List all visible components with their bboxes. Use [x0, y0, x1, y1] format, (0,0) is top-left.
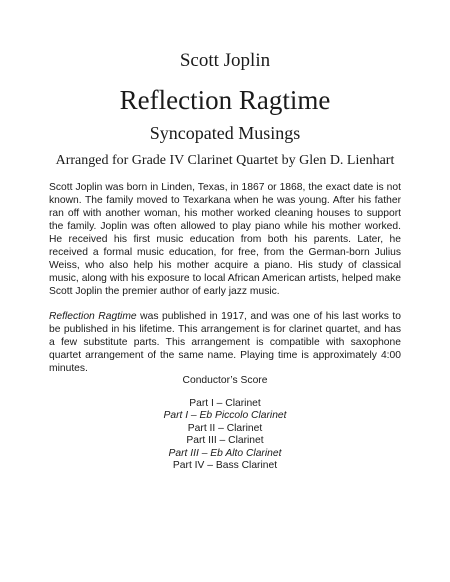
piece-subtitle: Syncopated Musings — [149, 123, 301, 143]
part-item: Part III – Clarinet — [186, 435, 264, 446]
part-item: Part II – Clarinet — [187, 422, 263, 434]
piece-title: Reflection Ragtime — [119, 85, 331, 115]
piece-description — [49, 310, 401, 375]
conductor-score-heading: Conductor’s Score — [182, 375, 268, 386]
part-item: Part IV – Bass Clarinet — [172, 460, 278, 471]
part-item-substitute: Part III – Eb Alto Clarinet — [168, 447, 282, 459]
arranger-line: Arranged for Grade IV Clarinet Quartet by Glen D. Lienhart — [55, 153, 395, 168]
piece-description-text: was published in 1917, and was one of his last works to be published in his lifetime. This arrangement is for clarinet quartet, and has a few substitute parts. This arrangement is compatible with saxophone quartet arrangement of the same name. Playing time is approximately 4:00 minutes. — [49, 311, 401, 374]
composer-name: Scott Joplin — [179, 50, 271, 71]
piece-title-italic: Reflection Ragtime — [49, 311, 137, 322]
part-item-substitute: Part I – Eb Piccolo Clarinet — [163, 410, 287, 421]
composer-biography: Scott Joplin was born in Linden, Texas, in 1867 or 1868, the exact date is not known. The family moved to Texarkana when he was young. After his father ran off with another woman, his mother worked cleaning houses to support the family. Joplin was often allowed to play piano while his mother worked. He received his first music education from both his parents. Later, he received a formal music education, for free, from the German-born Julius Weiss, who also help his mother acquire a piano. His study of classical music, along with his exposure to local African American artists, helped make Scott Joplin the premier author of early jazz music. — [49, 182, 401, 297]
parts-list — [0, 375, 450, 473]
part-item: Part I – Clarinet — [189, 397, 261, 409]
